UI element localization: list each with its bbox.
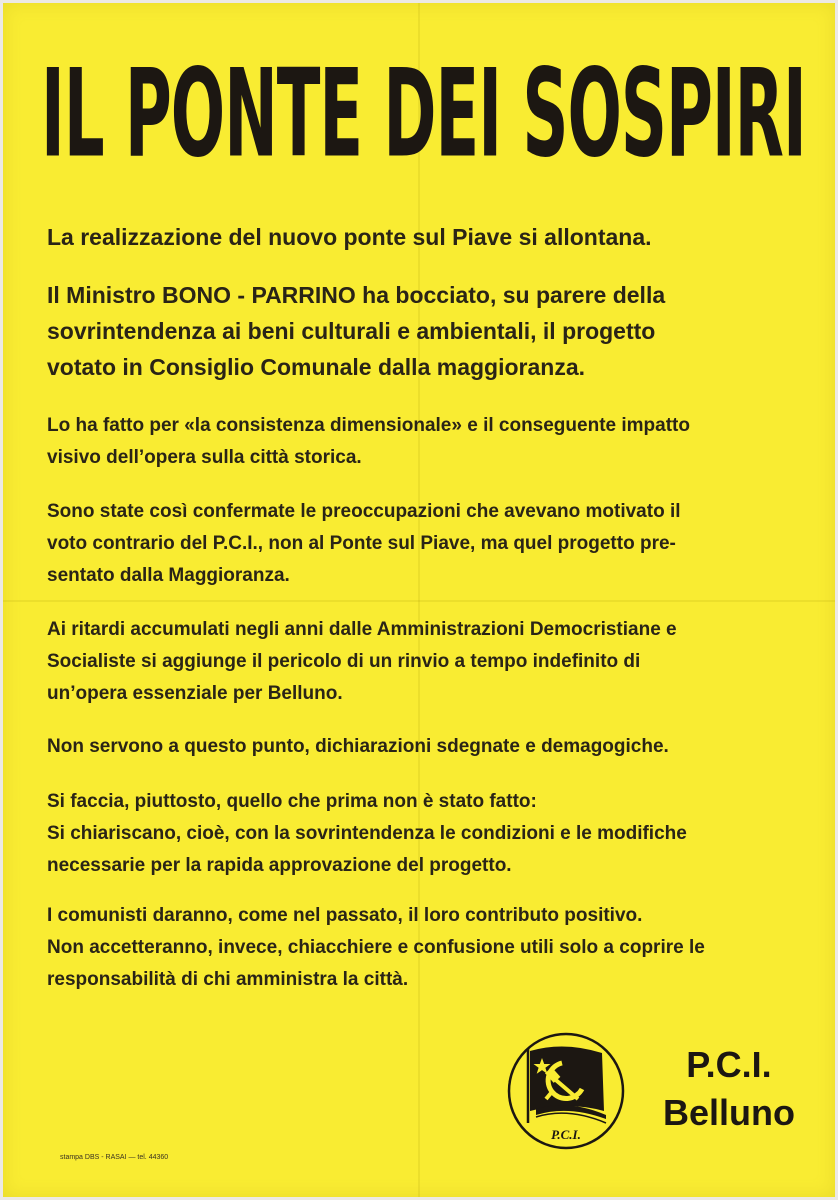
paragraph-line: votato in Consiglio Comunale dalla maggioranza. — [47, 354, 586, 380]
signature-party: P.C.I. — [686, 1044, 772, 1085]
paragraph-line: responsabilità di chi amministra la città. — [47, 969, 409, 990]
fold-line-horizontal — [3, 600, 835, 602]
paragraph-4 — [47, 496, 797, 592]
signature — [639, 1041, 819, 1137]
paragraph-line: Socialiste si aggiunge il pericolo di un rinvio a tempo indefinito di — [47, 651, 641, 672]
paragraph-line: Lo ha fatto per «la consistenza dimensionale» e il conseguente impatto — [47, 415, 690, 436]
printer-note: stampa DBS - RASAI — tel. 44360 — [60, 1154, 169, 1161]
paragraph-8 — [47, 900, 797, 996]
poster-title: IL PONTE DEI SOSPIRI — [41, 45, 806, 187]
signature-city: Belluno — [663, 1092, 795, 1133]
paragraph-line: un’opera essenziale per Belluno. — [47, 683, 343, 704]
paragraph-1 — [47, 219, 797, 255]
paragraph-line: Si faccia, piuttosto, quello che prima non è stato fatto: — [47, 791, 537, 812]
paragraph-line: necessarie per la rapida approvazione del progetto. — [47, 855, 512, 876]
pci-emblem — [506, 1031, 626, 1151]
emblem-label: P.C.I. — [551, 1127, 581, 1142]
paragraph-line: I comunisti daranno, come nel passato, il loro contributo positivo. — [47, 905, 643, 926]
paragraph-7 — [47, 786, 797, 882]
paragraph-line: Non servono a questo punto, dichiarazioni sdegnate e demagogiche. — [47, 736, 669, 757]
paragraph-6 — [47, 731, 797, 763]
poster — [3, 3, 835, 1197]
paragraph-5 — [47, 614, 797, 710]
paragraph-line: Non accetteranno, invece, chiacchiere e confusione utili solo a coprire le — [47, 937, 705, 958]
paragraph-line: Il Ministro BONO - PARRINO ha bocciato, su parere della — [47, 282, 666, 308]
paragraph-line: sentato dalla Maggioranza. — [47, 565, 290, 586]
paragraph-line: La realizzazione del nuovo ponte sul Piave si allontana. — [47, 224, 652, 250]
paragraph-line: Sono state così confermate le preoccupazioni che avevano motivato il — [47, 501, 681, 522]
paragraph-2 — [47, 277, 797, 385]
paragraph-3 — [47, 410, 797, 474]
paragraph-line: sovrintendenza ai beni culturali e ambientali, il progetto — [47, 318, 656, 344]
paragraph-line: visivo dell’opera sulla città storica. — [47, 447, 362, 468]
paragraph-line: Ai ritardi accumulati negli anni dalle Amministrazioni Democristiane e — [47, 619, 677, 640]
paragraph-line: voto contrario del P.C.I., non al Ponte sul Piave, ma quel progetto pre- — [47, 533, 676, 554]
paragraph-line: Si chiariscano, cioè, con la sovrintendenza le condizioni e le modifiche — [47, 823, 687, 844]
